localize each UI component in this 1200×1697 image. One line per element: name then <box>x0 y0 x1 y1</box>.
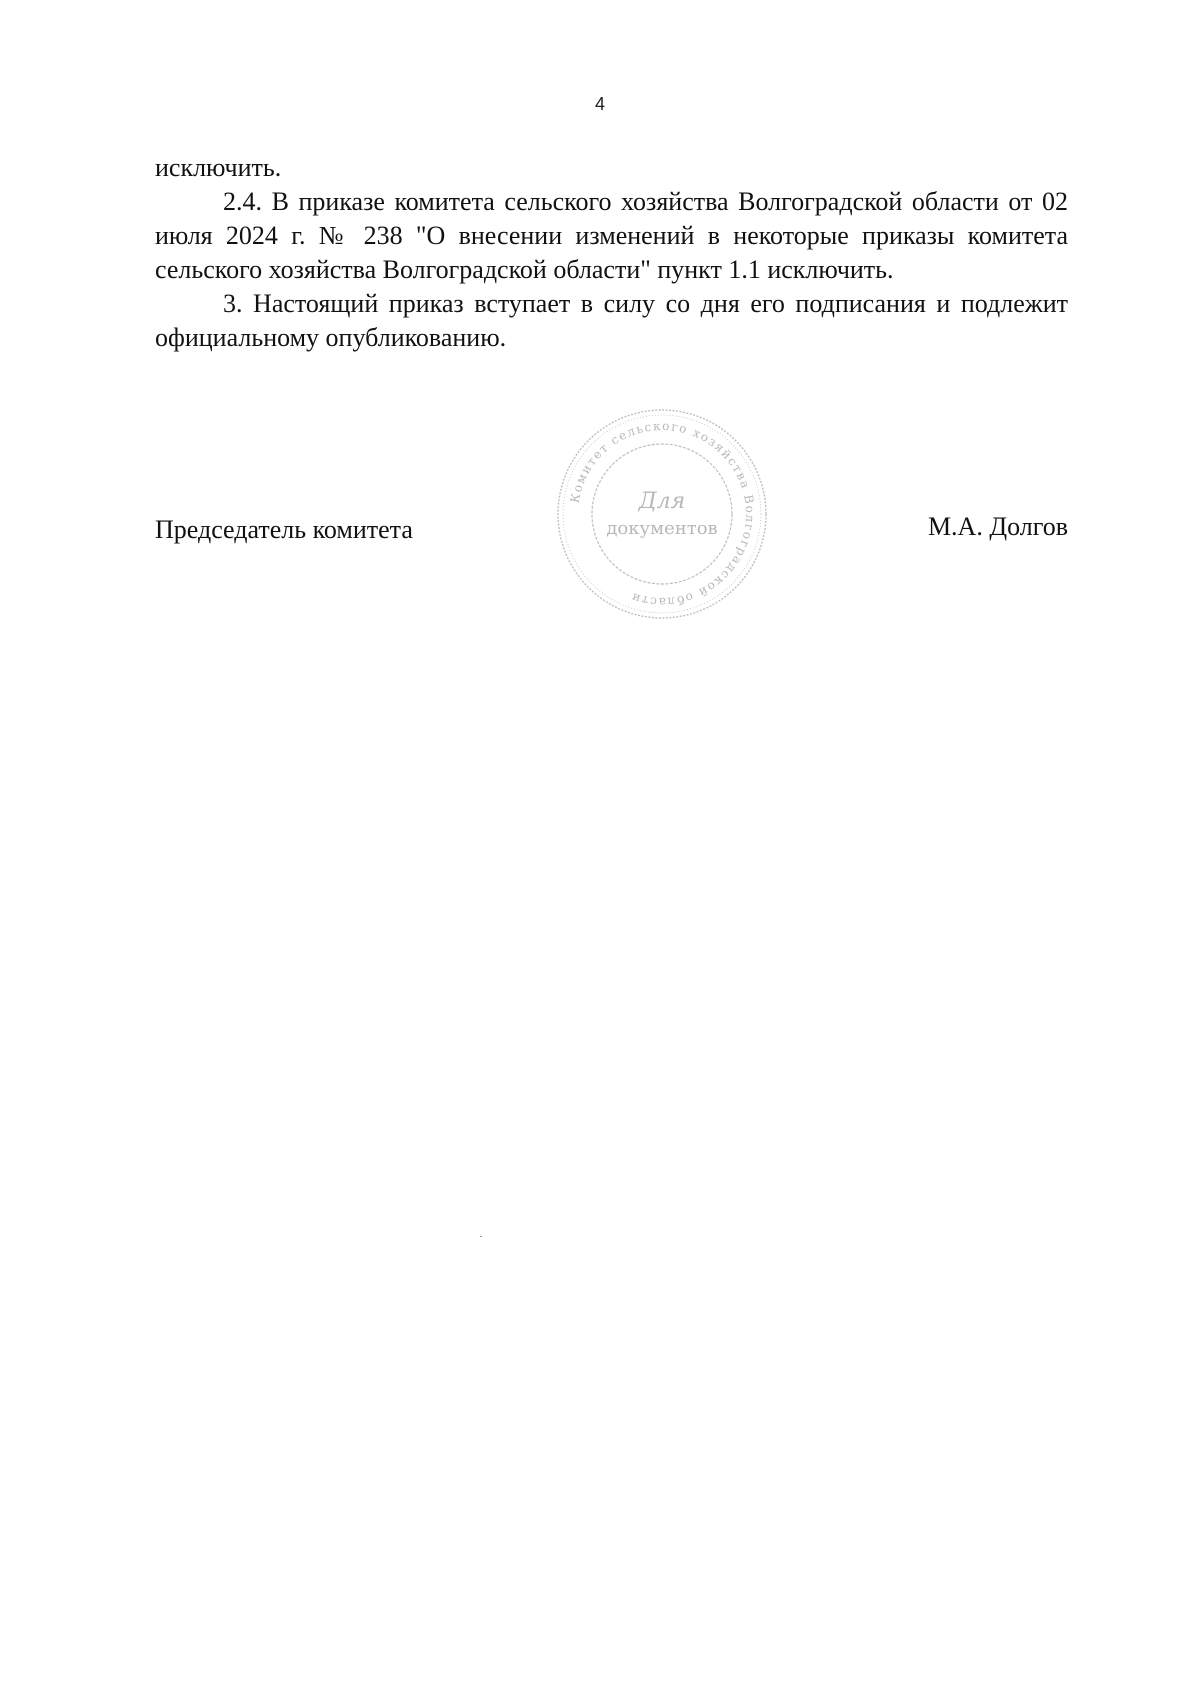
signatory-title: Председатель комитета <box>155 515 413 544</box>
document-body <box>155 151 1068 355</box>
official-stamp-seal <box>552 404 772 624</box>
stamp-ring-text: Комитет сельского хозяйства Волгоградской области <box>567 418 758 610</box>
scan-artifact-dot <box>480 1236 482 1237</box>
paragraph-2-4: 2.4. В приказе комитета сельского хозяйства Волгоградской области от 02 июля 2024 г. № 238 "О внесении изменений в некоторые приказы комитета сельского хозяйства Волгоградской области" пункт 1.1 исключить. <box>155 187 1068 284</box>
stamp-center-line-1: Для <box>638 489 686 514</box>
paragraph-3: 3. Настоящий приказ вступает в силу со дня его подписания и подлежит официальному опубликованию. <box>155 289 1068 352</box>
paragraph-continuation: исключить. <box>155 153 282 182</box>
page-number: 4 <box>594 94 605 114</box>
stamp-center-line-2: документов <box>606 518 718 539</box>
signatory-name: М.А. Долгов <box>927 512 1068 541</box>
